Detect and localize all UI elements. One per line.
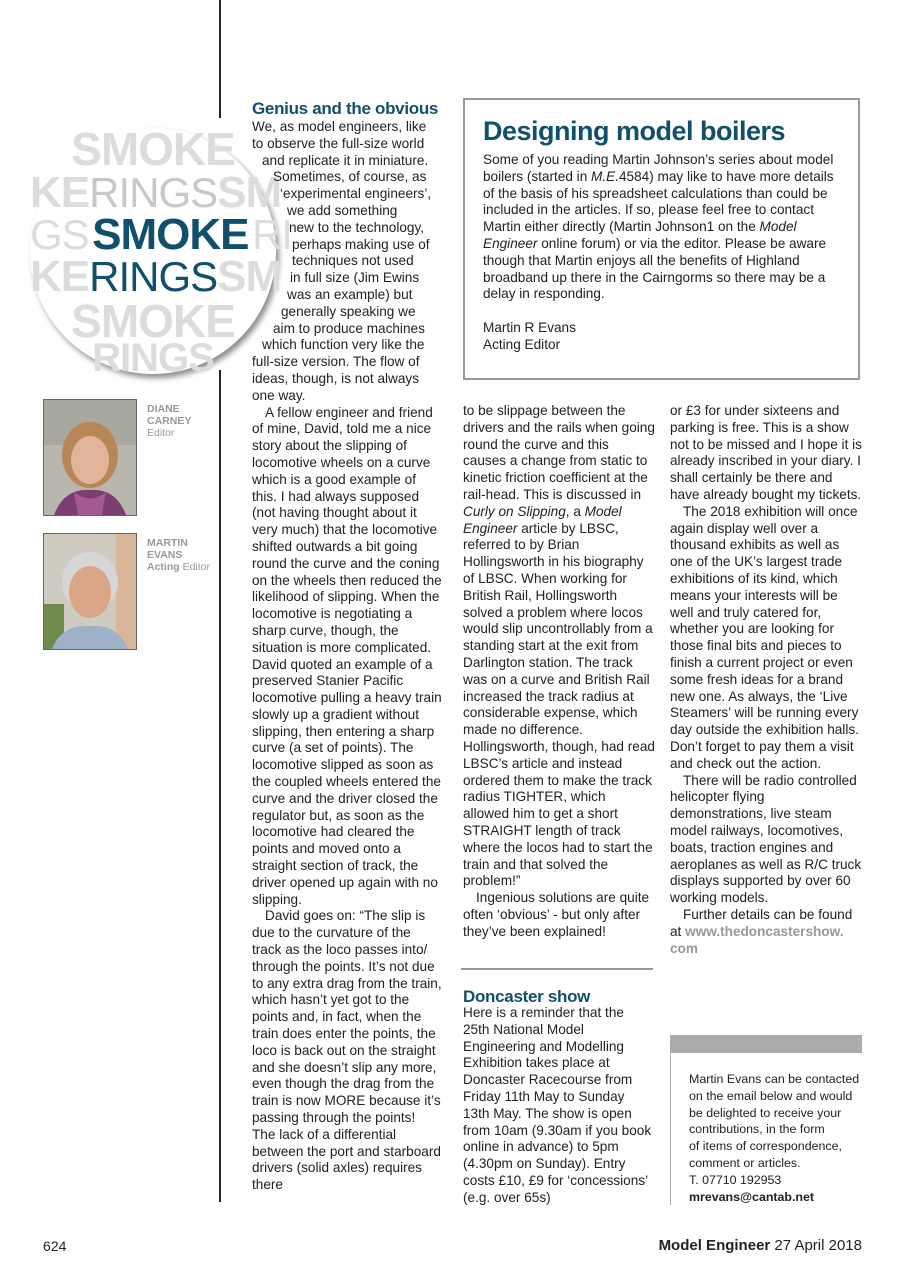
text-line: which function very like the bbox=[262, 337, 425, 353]
staff-first-name: MARTIN bbox=[147, 537, 188, 549]
staff-last-name: CARNEY bbox=[147, 415, 192, 427]
contact-line: contributions, in the form bbox=[689, 1122, 825, 1137]
staff-role: Editor bbox=[147, 427, 175, 439]
box-signature-name: Martin R Evans bbox=[483, 319, 576, 335]
portrait-image bbox=[44, 400, 136, 515]
article-column-2 bbox=[463, 403, 655, 941]
magazine-name: Model Engineer bbox=[658, 1237, 771, 1254]
box-text-part: Some of you reading Martin Johnson’s series about model boilers (started in bbox=[483, 152, 834, 184]
text-part: , a bbox=[565, 503, 585, 519]
article-column-1 bbox=[252, 119, 442, 1194]
text-part: article by LBSC, referred to by Brian Hollingsworth in his biography of LBSC. When working for British Rail, Hollingsworth solved a problem where locos would slip uncontrollably from a standing start at the exit from Darlington station. The track was on a curve and British Rail increased the track radius at considerable expense, which made no difference. Hollingsworth, though, had read LBSC’s article and instead ordered them to make the track radius TIGHTER, which allowed him to get a short STRAIGHT length of track where the locos had to start the train and that solved the problem!” bbox=[463, 520, 655, 889]
doncaster-text bbox=[463, 1005, 653, 1207]
box-text-part: 4584) may like to have more details of the basis of his spreadsheet calculations than could be included in the articles. If so, please feel free to contact Martin either directly (Martin Johnson1 on the bbox=[483, 168, 834, 235]
logo-ghost: SMOKE bbox=[71, 295, 235, 347]
logo-ghost: KE bbox=[30, 168, 90, 217]
box-signature-title: Acting Editor bbox=[483, 336, 561, 352]
text-part: Further details can be found at bbox=[670, 906, 853, 939]
logo-ghost-top: SMOKE bbox=[71, 123, 235, 175]
text-line: techniques not used bbox=[292, 253, 414, 269]
editor-photo bbox=[43, 399, 137, 516]
text-line: we add something bbox=[287, 202, 398, 218]
portrait-image bbox=[44, 534, 136, 649]
box-title: Designing model boilers bbox=[483, 116, 786, 146]
column-rule-top bbox=[219, 0, 221, 118]
contact-box bbox=[670, 1035, 862, 1205]
text-line: aim to produce machines bbox=[273, 320, 425, 336]
paragraph bbox=[670, 907, 862, 957]
staff-last-name: EVANS bbox=[147, 549, 183, 561]
paragraph bbox=[463, 403, 655, 890]
staff-credit-diane bbox=[147, 403, 191, 439]
contact-line: Martin Evans can be contacted bbox=[689, 1072, 860, 1086]
text-line: ‘experimental engineers’, bbox=[280, 186, 432, 202]
contact-line: on the email below and would bbox=[689, 1088, 853, 1103]
issue-date: 27 April 2018 bbox=[774, 1237, 862, 1254]
logo-ghost: RINGS bbox=[92, 336, 214, 380]
contact-email[interactable]: mrevans@cantab.net bbox=[689, 1189, 815, 1204]
text-line: We, as model engineers, like bbox=[252, 119, 427, 134]
box-text-italic: Model Engineer bbox=[483, 219, 797, 251]
article-column-3 bbox=[670, 403, 862, 957]
column-rule-bottom bbox=[219, 370, 221, 1202]
logo-ghost: SM bbox=[217, 252, 282, 301]
staff-first-name: DIANE bbox=[147, 403, 180, 415]
box-text-italic: M.E. bbox=[591, 168, 619, 184]
box-text-part: online forum) or via the editor. Please be aware though that Martin enjoys all the benefits of Highland broadband up there in the Cairngorms so there may be a delay in responding. bbox=[483, 235, 827, 302]
logo-ghost: GS bbox=[30, 211, 89, 258]
smoke-rings-logo bbox=[30, 123, 292, 380]
acting-editor-photo bbox=[43, 533, 137, 650]
article-heading-genius: Genius and the obvious bbox=[252, 99, 439, 118]
staff-role-prefix: Acting bbox=[147, 561, 180, 573]
paragraph: or £3 for under sixteens and parking is free. This is a show not to be missed and I hope it is already inscribed in your diary. I shall certainly be there and have already bought my tickets. bbox=[670, 403, 862, 502]
text-line: in full size (Jim Ewins bbox=[290, 270, 420, 286]
paragraph: Ingenious solutions are quite often ‘obvious’ - but only after they’ve been explained! bbox=[463, 890, 650, 939]
text-line: new to the technology, bbox=[289, 219, 425, 235]
staff-credit-martin bbox=[147, 537, 210, 573]
text-italic: Curly on Slipping bbox=[463, 503, 566, 519]
text-line: full-size version. The flow of bbox=[252, 354, 420, 370]
paragraph: A fellow engineer and friend of mine, David, told me a nice story about the slipping of locomotive wheels on a curve which is a good example of this. I had always supposed (not having thought about it very much) that the locomotive shifted outwards a bit going round the curve and the coning on the wheels then reduced the likelihood of slipping. When the locomotive is negotiating a sharp curve, though, the situation is more complicated. David quoted an example of a preserved Stanier Pacific locomotive pulling a heavy train slowly up a gradient without slipping, then entering a sharp curve (a set of points). The locomotive slipped as soon as the coupled wheels entered the curve and the driver closed the regulator but, as soon as the locomotive had cleared the points and moved onto a straight section of track, the driver opened up again with no slipping. bbox=[252, 404, 442, 907]
paragraph: Here is a reminder that the 25th National Model Engineering and Modelling Exhibition takes place at Doncaster Racecourse from Friday 11th May to Sunday 13th May. The show is open from 10am (9.30am if you book online in advance) to 5pm (4.30pm on Sunday). Entry costs £10, £9 for ‘concessions’ (e.g. over 65s) bbox=[463, 1005, 652, 1205]
logo-ghost: RINGS bbox=[89, 169, 218, 216]
contact-line: be delighted to receive your bbox=[689, 1105, 842, 1120]
logo-smoke: SMOKE bbox=[92, 210, 249, 259]
paragraph: David goes on: “The slip is due to the curvature of the track as the loco passes into/ through the points. It’s not due to any extra drag from the train, which hasn’t yet got to the points and, in fact, when the train does enter the points, the loco is back out on the straight and she doesn’t slip any more, even though the drag from the train is now MORE because it’s passing through the points! The lack of a differential between the port and starboard drivers (solid axles) requires there bbox=[252, 908, 442, 1193]
contact-line: of items of correspondence, bbox=[689, 1139, 842, 1154]
text-line: was an example) but bbox=[287, 286, 413, 302]
text-line: perhaps making use of bbox=[292, 236, 430, 252]
contact-phone: T. 07710 192953 bbox=[689, 1172, 782, 1187]
page-number: 624 bbox=[43, 1238, 67, 1254]
box-text bbox=[483, 152, 848, 354]
text-part: to be slippage between the drivers and the rails when going round the curve and this causes a change from static to kinetic friction coefficient at the rail-head. This is discussed in bbox=[463, 403, 655, 502]
text-line: to observe the full-size world bbox=[252, 135, 425, 151]
magazine-footer bbox=[659, 1237, 862, 1254]
article-heading-doncaster: Doncaster show bbox=[463, 987, 591, 1006]
logo-ghost: RI bbox=[251, 211, 292, 258]
website-link[interactable]: www.thedoncastershow. com bbox=[670, 923, 844, 956]
text-line: ideas, though, is not always bbox=[252, 370, 420, 386]
staff-role: Editor bbox=[182, 561, 211, 573]
paragraph: The 2018 exhibition will once again display well over a thousand exhibits as well as one of the UK’s largest trade exhibitions of its kind, which means your interests will be well and truly catered for, whether you are looking for those final bits and pieces to finish a current project or even some fresh ideas for a brand new one. As always, the ‘Live Steamers’ will be running every day outside the exhibition halls. Don’t forget to pay them a visit and check out the action. bbox=[670, 503, 859, 771]
text-line: generally speaking we bbox=[281, 303, 416, 319]
text-line: Sometimes, of course, as bbox=[273, 169, 427, 185]
contact-bar bbox=[670, 1035, 862, 1053]
logo-ghost: SM bbox=[217, 168, 282, 217]
contact-line: comment or articles. bbox=[689, 1155, 801, 1170]
section-divider bbox=[461, 968, 653, 970]
logo-ghost: KE bbox=[30, 252, 90, 301]
text-italic: Model Engineer bbox=[463, 503, 622, 536]
text-line: and replicate it in miniature. bbox=[262, 152, 429, 168]
text-line: one way. bbox=[252, 387, 306, 403]
contact-text bbox=[670, 1053, 862, 1205]
logo-rings: RINGS bbox=[89, 253, 218, 300]
designing-boilers-box bbox=[463, 98, 860, 380]
paragraph: There will be radio controlled helicopter flying demonstrations, live steam model railways, locomotives, boats, traction engines and aeroplanes as well as R/C truck displays supported by over 60 working models. bbox=[670, 772, 862, 906]
